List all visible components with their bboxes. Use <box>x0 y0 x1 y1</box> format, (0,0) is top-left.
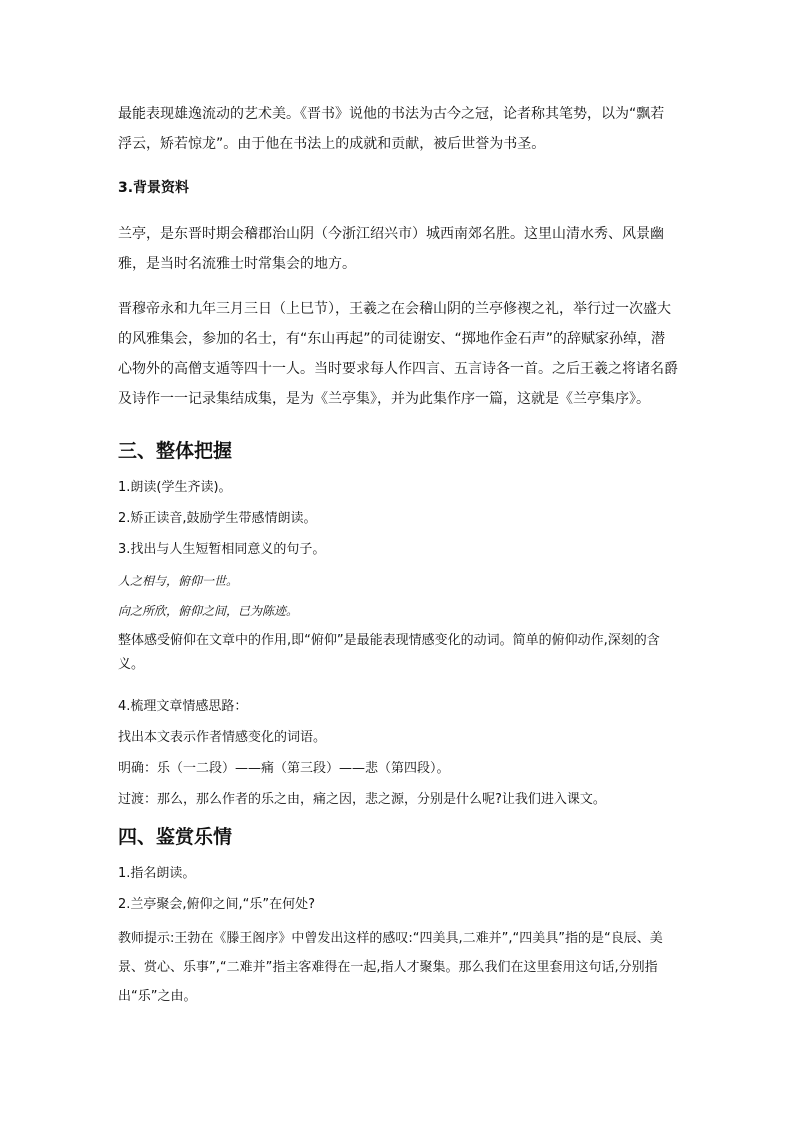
quote-line: 向之所欣，俯仰之间，已为陈迹。 <box>118 604 299 618</box>
quote-line: 人之相与，俯仰一世。 <box>118 574 239 588</box>
paragraph-answer: 明确：乐（一二段）——痛（第三段）——悲（第四段）。 <box>118 761 450 776</box>
paragraph-hint: 教师提示:王勃在《滕王阁序》中曾发出这样的感叹:“四美具,二难并”,“四美具”指的是“良辰、美景、赏心、乐事”,“二难并”指主客难得在一起,指人才聚集。那么我们在这里套用这句话,分别指出“乐”之由。 <box>118 931 663 1004</box>
paragraph-calligraphy: 最能表现雄逸流动的艺术美。《晋书》说他的书法为古今之冠，论者称其笔势，以为“飘若浮云，矫若惊龙”。由于他在书法上的成就和贡献，被后世誉为书圣。 <box>118 106 665 152</box>
list-item: 1.朗读(学生齐读)。 <box>118 480 232 495</box>
section-title-overall: 三、整体把握 <box>118 440 233 462</box>
paragraph-gathering: 晋穆帝永和九年三月三日（上巳节），王羲之在会稽山阴的兰亭修禊之礼，举行过一次盛大的风雅集会，参加的名士，有“东山再起”的司徒谢安、“掷地作金石声”的辞赋家孙绰，潜心物外的高僧支遁等四十一人。当时要求每人作四言、五言诗各一首。之后王羲之将诸名爵及诗作一一记录集结成集，是为《兰亭集》，并为此集作序一篇，这就是《兰亭集序》。 <box>118 301 678 407</box>
paragraph-find: 找出本文表示作者情感变化的词语。 <box>118 730 327 745</box>
paragraph-lanting: 兰亭，是东晋时期会稽郡治山阴（今浙江绍兴市）城西南郊名胜。这里山清水秀、风景幽雅，是当时名流雅士时常集会的地方。 <box>118 226 664 272</box>
list-item: 4.梳理文章情感思路： <box>118 699 248 714</box>
paragraph-note: 整体感受俯仰在文章中的作用,即“俯仰”是最能表现情感变化的动词。简单的俯仰动作,深刻的含义。 <box>118 633 660 672</box>
section-title-joy: 四、鉴赏乐情 <box>118 826 233 848</box>
list-item: 3.找出与人生短暂相同意义的句子。 <box>118 542 326 557</box>
list-item: 2.矫正读音,鼓励学生带感情朗读。 <box>118 511 317 526</box>
list-item: 1.指名朗读。 <box>118 866 196 881</box>
paragraph-transition: 过渡：那么，那么作者的乐之由，痛之因，悲之源，分别是什么呢?让我们进入课文。 <box>118 792 606 807</box>
list-item: 2.兰亭聚会,俯仰之间,“乐”在何处? <box>118 897 316 912</box>
heading-background: 3.背景资料 <box>118 180 190 196</box>
